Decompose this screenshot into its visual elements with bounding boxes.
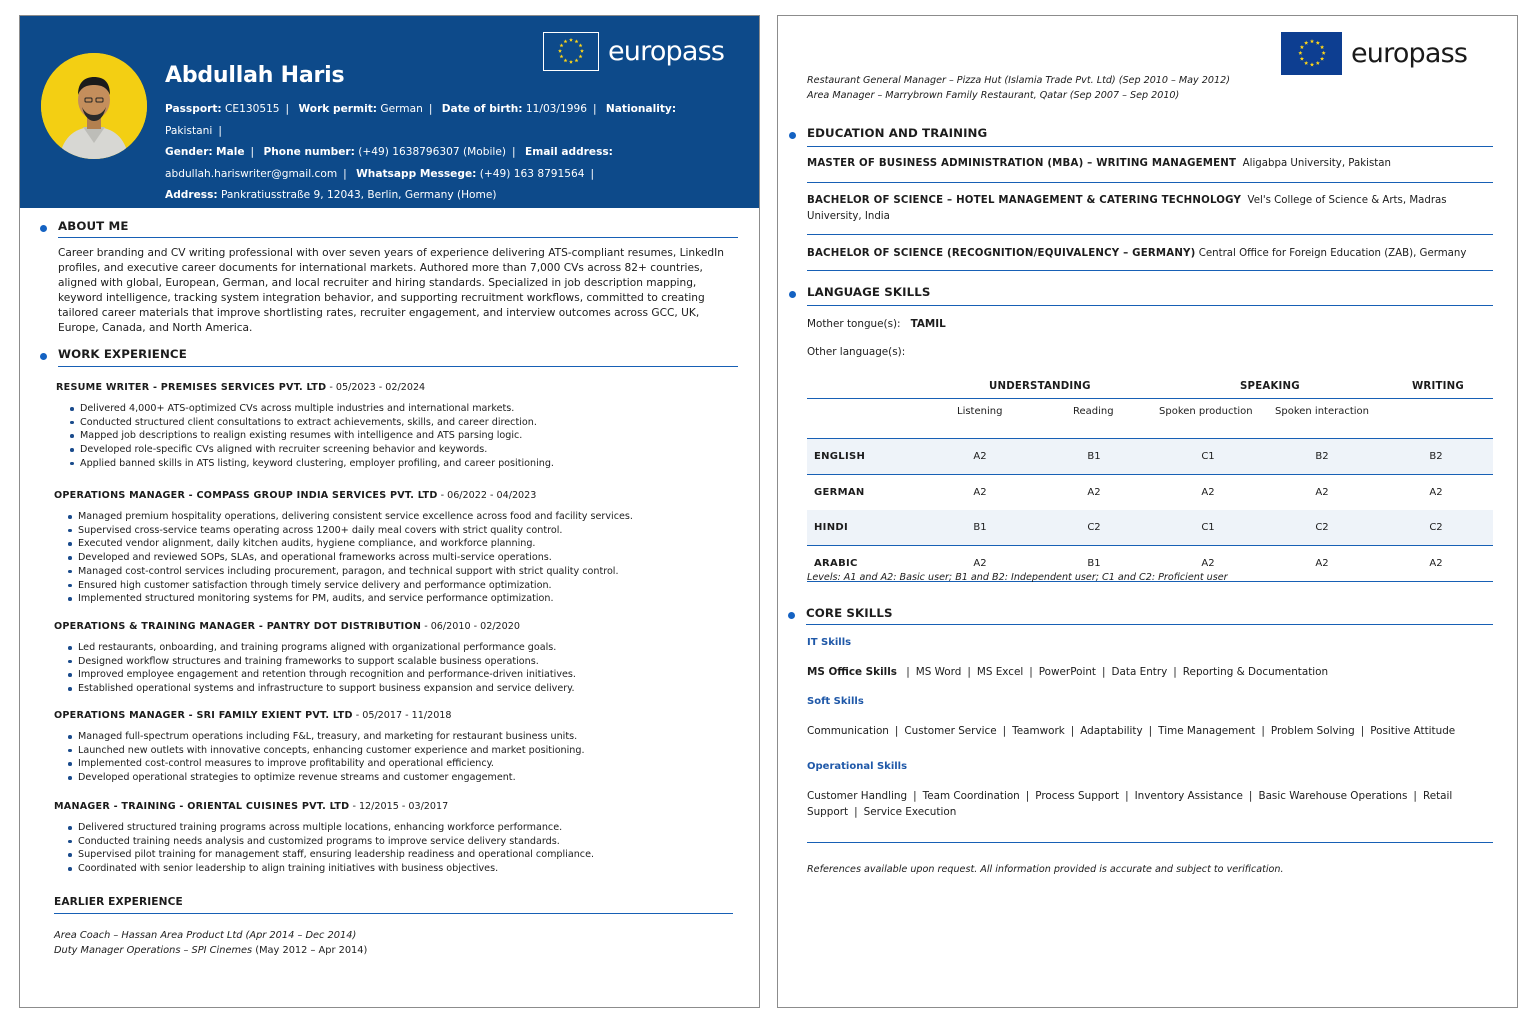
references-note: References available upon request. All information provided is accurate and subject to verification. [807, 864, 1284, 875]
language-level: A2 [1315, 557, 1329, 569]
skill-separator: | [1070, 725, 1075, 737]
language-level: A2 [1201, 557, 1215, 569]
job-bullets [68, 730, 744, 785]
experience-line: Area Manager – Marrybrown Family Restaurant, Qatar (Sep 2007 – Sep 2010) [807, 90, 1180, 102]
col-spoken-interaction: Spoken interaction [1275, 406, 1369, 417]
job-entry [54, 621, 744, 696]
section-divider [807, 305, 1493, 306]
skill-separator: | [906, 666, 910, 678]
language-level: A2 [973, 557, 987, 569]
language-level: B1 [973, 522, 987, 533]
section-divider [806, 624, 1493, 625]
mother-tongue [807, 318, 946, 330]
eu-star-icon [579, 43, 583, 47]
job-bullet: Supervised pilot training for management staff, ensuring leadership readiness and operational compliance. [68, 848, 744, 862]
work-permit-value: German [380, 103, 423, 115]
school: Vel's College of Science & Arts, Madras University, India [807, 195, 1447, 222]
group-header-understanding: UNDERSTANDING [989, 381, 1091, 392]
education-item [807, 193, 1487, 225]
education-title: EDUCATION AND TRAINING [807, 126, 988, 140]
language-level: C2 [1429, 522, 1443, 533]
skill-separator: | [967, 666, 971, 678]
it-skills-list [807, 664, 1493, 680]
eu-star-icon [564, 58, 568, 62]
language-level: C2 [1315, 522, 1329, 533]
table-divider [807, 438, 1493, 439]
dob-label: Date of birth: [441, 103, 523, 115]
job-bullet: Improved employee engagement and retention through recognition and performance-driven initiatives. [68, 668, 744, 682]
skill-separator: | [1025, 790, 1030, 802]
job-title [54, 621, 744, 632]
education-item [807, 246, 1487, 262]
item-divider [807, 182, 1493, 183]
eu-star-icon [1304, 41, 1308, 45]
group-header-writing: WRITING [1412, 381, 1464, 392]
job-dates: - 06/2022 - 04/2023 [437, 490, 537, 501]
eu-star-icon [579, 54, 583, 58]
eu-star-icon [569, 60, 573, 64]
skill-item: MS Word [915, 666, 962, 678]
passport-value: CE130515 [225, 103, 280, 115]
skill-separator: | [1029, 666, 1033, 678]
degree: BACHELOR OF SCIENCE – HOTEL MANAGEMENT & CATERING TECHNOLOGY [807, 195, 1242, 206]
job-bullet: Launched new outlets with innovative concepts, enhancing customer experience and market positioning. [68, 744, 744, 758]
job-bullet: Ensured high customer satisfaction through timely service delivery and performance optimization. [68, 579, 744, 593]
levels-note: Levels: A1 and A2: Basic user; B1 and B2: Independent user; C1 and C2: Proficient user [807, 572, 1228, 583]
eu-star-icon [1304, 61, 1308, 65]
job-bullet: Managed full-spectrum operations including F&L, treasury, and marketing for restaurant business units. [68, 730, 744, 744]
person-photo-icon [41, 53, 147, 159]
group-header-speaking: SPEAKING [1240, 381, 1300, 392]
about-title: ABOUT ME [58, 219, 129, 233]
job-bullet: Conducted training needs analysis and customized programs to improve service delivery standards. [68, 835, 744, 849]
earlier-item-role: Duty Manager Operations – SPI Cinemes [54, 945, 253, 957]
europass-logo [1281, 31, 1467, 75]
skill-separator: | [1173, 666, 1177, 678]
experience-line: Restaurant General Manager – Pizza Hut (Islamia Trade Pvt. Ltd) (Sep 2010 – May 2012) [807, 75, 1230, 86]
language-level: B1 [1087, 557, 1101, 569]
operational-skills-list [807, 788, 1493, 820]
job-title [56, 382, 746, 393]
job-bullet: Delivered 4,000+ ATS-optimized CVs across multiple industries and international markets. [70, 402, 746, 416]
gender-label: Gender: [165, 146, 213, 159]
school: Central Office for Foreign Education (ZAB), Germany [1198, 248, 1467, 259]
skill-item: Positive Attitude [1370, 725, 1456, 737]
skill-separator: | [1413, 790, 1417, 802]
skill-separator: | [1102, 666, 1106, 678]
job-dates: - 05/2023 - 02/2024 [326, 382, 426, 393]
skill-item: Process Support [1035, 790, 1120, 802]
skill-item: Basic Warehouse Operations [1258, 790, 1408, 802]
eu-star-icon [1319, 57, 1323, 61]
language-level: A2 [1315, 486, 1329, 498]
job-bullet: Supervised cross-service teams operating across 1200+ daily meal covers with strict quality control. [68, 524, 744, 538]
eu-star-icon [575, 58, 579, 62]
language-level: A2 [1429, 557, 1443, 569]
operational-skills-heading: Operational Skills [807, 761, 908, 772]
other-languages-label: Other language(s): [807, 346, 906, 358]
skill-item: MS Excel [976, 666, 1024, 678]
europass-logo-text: europass [1351, 37, 1468, 69]
skill-item: Reporting & Documentation [1182, 666, 1329, 678]
eu-star-icon [575, 39, 579, 43]
eu-star-icon [558, 49, 562, 53]
eu-star-icon [1315, 61, 1319, 65]
phone-value: (+49) 1638796307 (Mobile) [358, 146, 507, 159]
language-row [807, 510, 1493, 545]
dob-value: 11/03/1996 [525, 103, 587, 115]
earlier-item-dates: (May 2012 – Apr 2014) [252, 945, 368, 957]
about-text: Career branding and CV writing professional with over seven years of experience delivering ATS-compliant resumes, LinkedIn profiles, and executive career documents for international markets. Authored more than 7,000 CVs across 82+ countries, aligned with global, European, German, and local recruiter and hiring standards. Specialized in job description mapping, keyword intelligence, tracking system integration behavior, and supporting recruitment workflows, committed to creating tailored career materials that improve shortlisting rates, recruiter engagement, and interview outcomes across GCC, UK, Europe, Canada, and North America. [58, 247, 724, 334]
section-divider [807, 146, 1493, 147]
skill-item: Customer Service [904, 725, 997, 737]
job-role: OPERATIONS MANAGER - SRI FAMILY EXIENT PVT. LTD [54, 710, 353, 721]
section-bullet [40, 225, 47, 232]
language-level: B1 [1087, 451, 1101, 462]
email-link[interactable]: abdullah.hariswriter@gmail.com [165, 167, 338, 180]
eu-star-icon [580, 49, 584, 53]
table-divider [807, 398, 1493, 399]
degree: BACHELOR OF SCIENCE (RECOGNITION/EQUIVALENCY – GERMANY) [807, 248, 1196, 259]
skill-item: Time Management [1158, 725, 1256, 737]
eu-star-icon [1298, 51, 1302, 55]
skill-lead: MS Office Skills [807, 666, 897, 678]
skill-separator: | [1148, 725, 1153, 737]
language-level: A2 [973, 451, 987, 462]
passport-label: Passport: [165, 103, 222, 115]
languages-title: LANGUAGE SKILLS [807, 285, 931, 299]
cv-page-2 [777, 15, 1518, 1008]
skill-item: Team Coordination [922, 790, 1020, 802]
skill-separator: | [1002, 725, 1007, 737]
address-value: Pankratiusstraße 9, 12043, Berlin, Germany (Home) [221, 189, 497, 202]
job-entry [56, 382, 746, 471]
continued-experience [807, 73, 1230, 103]
europass-logo [543, 31, 724, 71]
job-role: MANAGER - TRAINING - ORIENTAL CUISINES PVT. LTD [54, 801, 350, 812]
job-bullet: Designed workflow structures and training frameworks to support scalable business operations. [68, 655, 744, 669]
earlier-list [54, 928, 367, 958]
skills-title: CORE SKILLS [806, 606, 893, 620]
skill-item: Problem Solving [1270, 725, 1355, 737]
school: Aligabpa University, Pakistan [1242, 158, 1391, 169]
job-bullet: Applied banned skills in ATS listing, keyword clustering, employer profiling, and career positioning. [70, 457, 746, 471]
job-bullet: Managed cost-control services including procurement, paragon, and technical support with strict quality control. [68, 565, 744, 579]
language-name: ENGLISH [814, 451, 866, 462]
language-row [807, 475, 1493, 510]
col-spoken-production: Spoken production [1159, 406, 1253, 417]
eu-star-icon [1321, 51, 1325, 55]
job-bullets [68, 641, 744, 696]
person-name: Abdullah Haris [165, 63, 345, 88]
job-bullet: Managed premium hospitality operations, delivering consistent service excellence across food and facility services. [68, 510, 744, 524]
soft-skills-list [807, 723, 1493, 739]
skill-item: Adaptability [1080, 725, 1143, 737]
job-bullet: Executed vendor alignment, daily kitchen audits, hygiene compliance, and workforce planning. [68, 537, 744, 551]
cv-header [20, 16, 760, 208]
skill-item: PowerPoint [1038, 666, 1096, 678]
job-dates: - 12/2015 - 03/2017 [349, 801, 449, 812]
job-title [54, 490, 744, 501]
col-listening: Listening [957, 406, 1003, 417]
skill-separator: | [1125, 790, 1129, 802]
skill-separator: | [854, 806, 858, 818]
eu-star-icon [1309, 39, 1313, 43]
job-bullet: Developed operational strategies to optimize revenue streams and customer engagement. [68, 771, 744, 785]
skill-item: Teamwork [1012, 725, 1065, 737]
education-item [807, 156, 1487, 172]
section-bullet [789, 132, 796, 139]
skill-separator: | [1360, 725, 1365, 737]
job-bullet: Developed role-specific CVs aligned with recruiter screening behavior and keywords. [70, 443, 746, 457]
skill-separator: | [913, 790, 917, 802]
job-bullets [68, 821, 744, 876]
job-title [54, 801, 744, 812]
eu-star-icon [1315, 41, 1319, 45]
job-bullet: Implemented cost-control measures to improve profitability and operational efficiency. [68, 757, 744, 771]
job-bullets [68, 510, 744, 606]
work-permit-label: Work permit: [298, 103, 378, 115]
phone-label: Phone number: [263, 146, 355, 159]
job-title [54, 710, 744, 721]
eu-star-icon [569, 38, 573, 42]
col-reading: Reading [1073, 406, 1114, 417]
europass-logo-text: europass [608, 35, 725, 67]
skill-item: Retail Support [807, 790, 1453, 818]
section-bullet [788, 612, 795, 619]
section-bullet [40, 353, 47, 360]
language-level: A2 [1087, 486, 1101, 498]
nationality-label: Nationality: [605, 103, 677, 115]
mother-tongue-value: TAMIL [910, 318, 946, 330]
job-entry [54, 710, 744, 785]
job-bullet: Coordinated with senior leadership to align training initiatives with business objectives. [68, 862, 744, 876]
eu-star-icon [1319, 45, 1323, 49]
job-dates: - 06/2010 - 02/2020 [421, 621, 520, 632]
eu-star-icon [564, 39, 568, 43]
earlier-title: EARLIER EXPERIENCE [54, 896, 183, 908]
language-level: A2 [1201, 486, 1215, 498]
address-label: Address: [165, 189, 218, 202]
eu-flag-icon [543, 32, 599, 71]
skill-item: Data Entry [1111, 666, 1168, 678]
whatsapp-value: (+49) 163 8791564 [479, 167, 585, 180]
it-skills-heading: IT Skills [807, 637, 852, 648]
skill-item: Customer Handling [807, 790, 908, 802]
email-label: Email address: [524, 146, 613, 159]
language-level: A2 [973, 486, 987, 498]
job-role: OPERATIONS MANAGER - COMPASS GROUP INDIA SERVICES PVT. LTD [54, 490, 438, 501]
item-divider [807, 270, 1493, 271]
language-name: GERMAN [814, 486, 865, 498]
job-entry [54, 490, 744, 606]
language-row [807, 439, 1493, 474]
language-level: B2 [1429, 451, 1443, 462]
section-bullet [789, 291, 796, 298]
eu-star-icon [559, 43, 563, 47]
job-bullet: Conducted structured client consultations to extract achievements, skills, and career direction. [70, 416, 746, 430]
work-title: WORK EXPERIENCE [58, 347, 187, 361]
job-bullet: Led restaurants, onboarding, and training programs aligned with organizational performance goals. [68, 641, 744, 655]
nationality-value: Pakistani [165, 124, 213, 137]
language-level: B2 [1315, 451, 1329, 462]
job-bullet: Mapped job descriptions to realign existing resumes with intelligence and ATS parsing logic. [70, 429, 746, 443]
job-dates: - 05/2017 - 11/2018 [352, 710, 452, 721]
job-bullet: Developed and reviewed SOPs, SLAs, and operational frameworks across multi-service operations. [68, 551, 744, 565]
earlier-item: Area Coach – Hassan Area Product Ltd (Apr 2014 – Dec 2014) [54, 930, 357, 941]
degree: MASTER OF BUSINESS ADMINISTRATION (MBA) – WRITING MANAGEMENT [807, 158, 1237, 169]
footer-divider [807, 842, 1493, 843]
job-bullets [70, 402, 746, 471]
section-divider [54, 913, 733, 914]
item-divider [807, 234, 1493, 235]
job-bullet: Delivered structured training programs across multiple locations, enhancing workforce performance. [68, 821, 744, 835]
job-bullet: Implemented structured monitoring systems for PM, audits, and service performance optimization. [68, 592, 744, 606]
section-divider [58, 237, 738, 238]
language-level: C2 [1087, 522, 1101, 533]
section-divider [58, 366, 738, 367]
cv-page-1 [19, 15, 760, 1008]
language-name: HINDI [814, 522, 848, 533]
language-level: C1 [1201, 451, 1215, 462]
mother-tongue-label: Mother tongue(s): [807, 318, 901, 330]
eu-star-icon [1299, 45, 1303, 49]
language-name: ARABIC [814, 557, 858, 569]
job-bullet: Established operational systems and infrastructure to support business expansion and service delivery. [68, 682, 744, 696]
job-role: RESUME WRITER - PREMISES SERVICES PVT. LTD [56, 382, 327, 393]
eu-flag-icon [1281, 32, 1342, 75]
whatsapp-label: Whatsapp Messege: [356, 167, 477, 180]
gender-value: Male [216, 146, 245, 159]
skill-item: Service Execution [863, 806, 957, 818]
language-level: C1 [1201, 522, 1215, 533]
skill-item: Communication [807, 725, 889, 737]
eu-star-icon [559, 54, 563, 58]
skill-separator: | [1261, 725, 1265, 737]
job-entry [54, 801, 744, 876]
skill-separator: | [894, 725, 899, 737]
eu-star-icon [1309, 62, 1313, 66]
contact-block: Passport: CE130515 | Work permit: German | Date of birth: 11/03/1996 | Nationality: Pakistani | Gender: Male | Phone number: (+49) 1638796307 (Mobile) | Email address: abdullah.hariswriter@gmail.com | Whatsapp Messege: (+49) 163 8791564 | Address: Pankratiusstraße 9, 12043, Berlin, Germany (Home) [165, 103, 677, 202]
job-role: OPERATIONS & TRAINING MANAGER - PANTRY DOT DISTRIBUTION [54, 621, 422, 632]
soft-skills-heading: Soft Skills [807, 696, 864, 707]
eu-star-icon [1299, 57, 1303, 61]
language-level: A2 [1429, 486, 1443, 498]
skill-separator: | [1248, 790, 1253, 802]
skill-item: Inventory Assistance [1134, 790, 1243, 802]
avatar [41, 53, 147, 159]
